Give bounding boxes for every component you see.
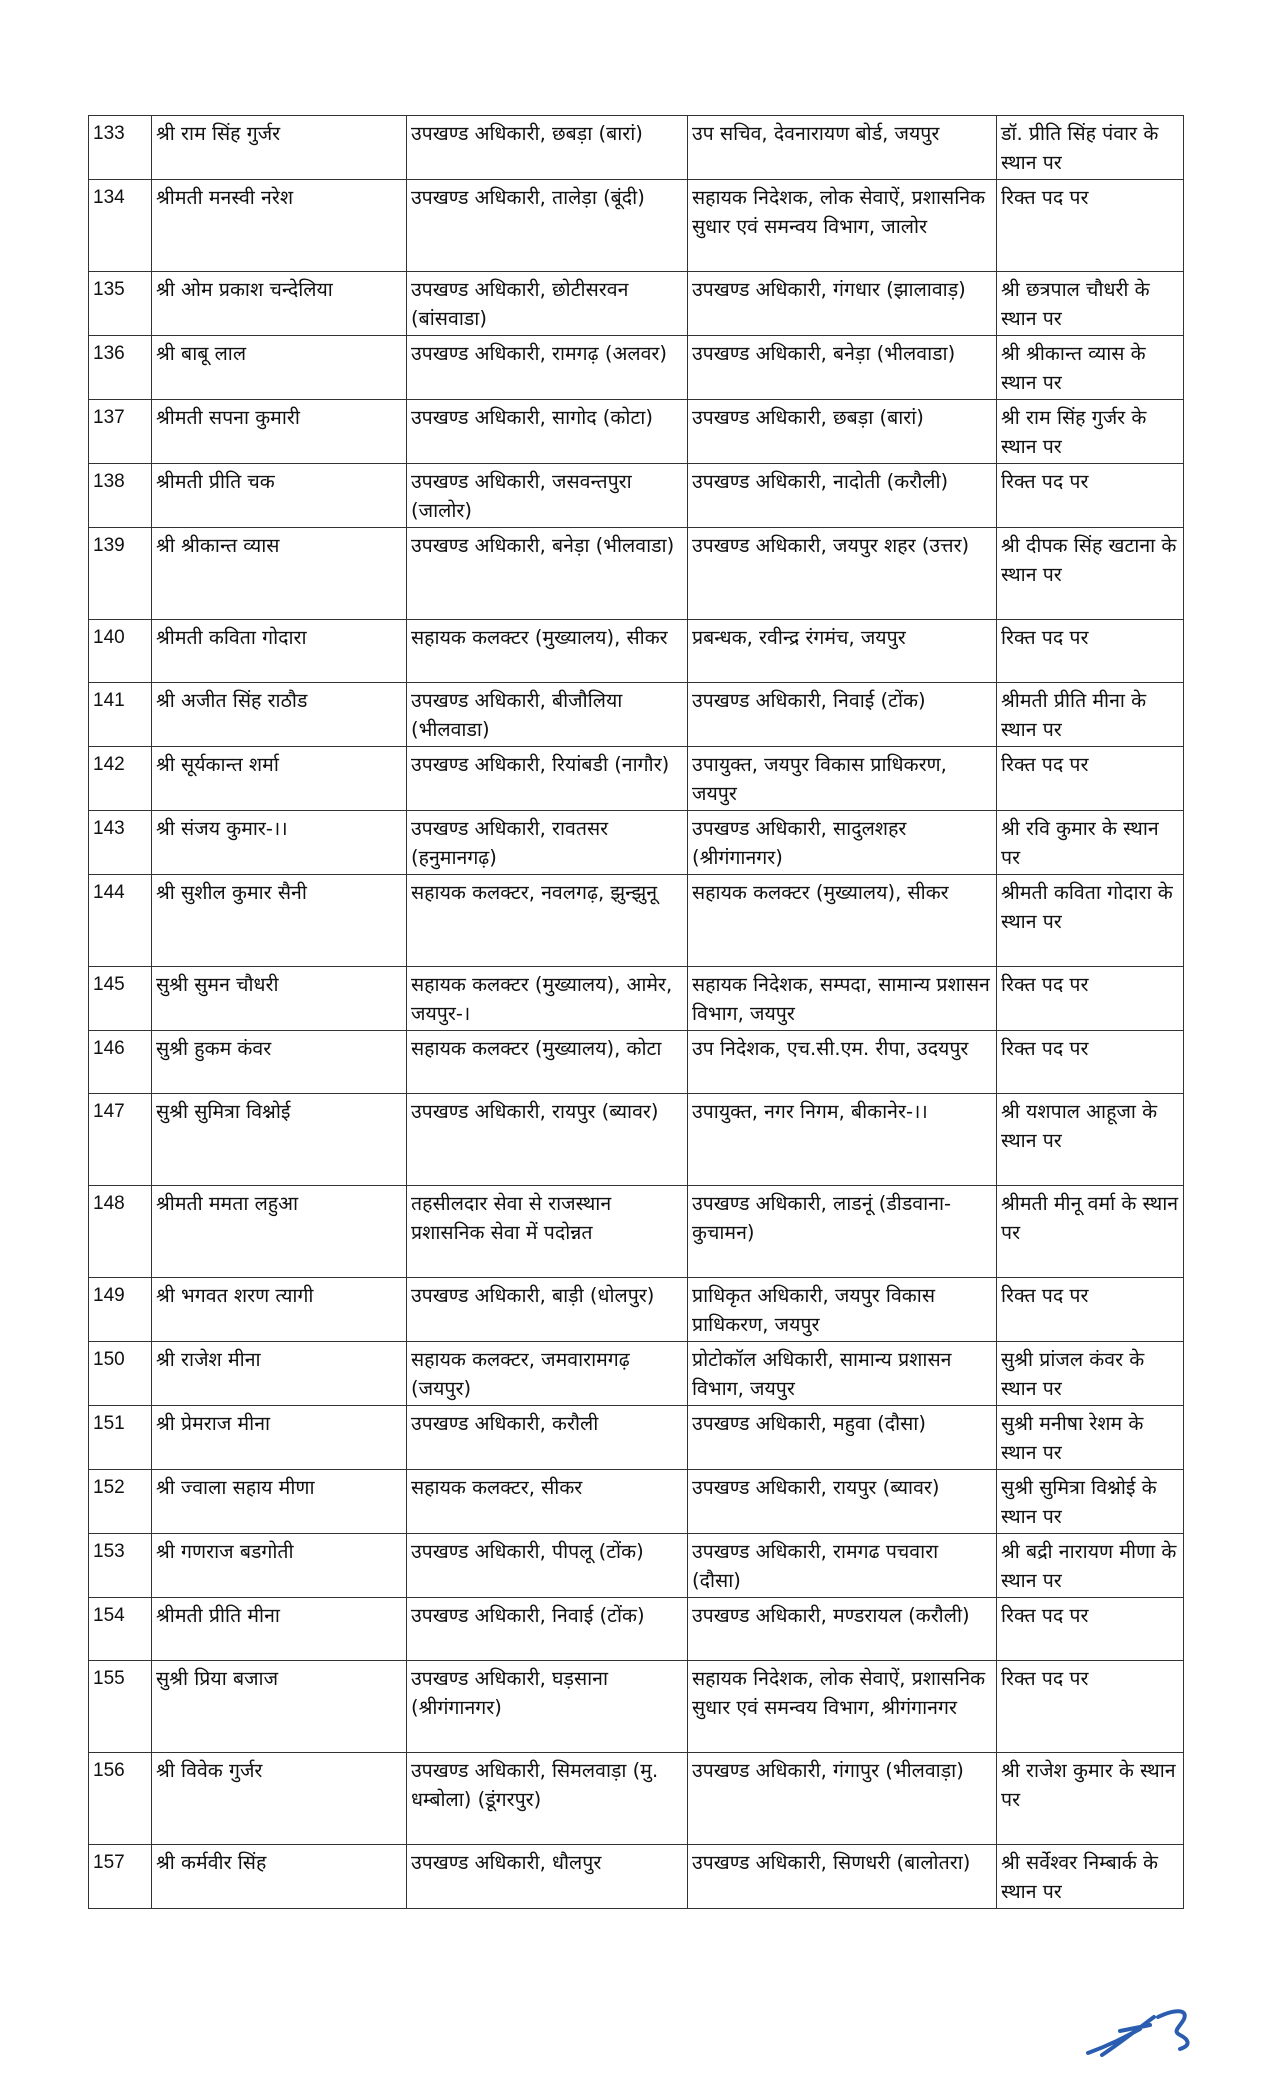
- new-post-cell: उपखण्ड अधिकारी, जयपुर शहर (उत्तर): [688, 528, 997, 620]
- serial-number-cell: 155: [89, 1661, 152, 1753]
- remark-cell: श्री यशपाल आहूजा के स्थान पर: [997, 1094, 1184, 1186]
- officer-name-cell: श्रीमती कविता गोदारा: [152, 620, 407, 683]
- serial-number-cell: 150: [89, 1342, 152, 1406]
- table-row: [89, 1278, 1184, 1342]
- serial-number-cell: 133: [89, 116, 152, 180]
- serial-number-cell: 145: [89, 967, 152, 1031]
- current-post-cell: उपखण्ड अधिकारी, बाड़ी (धोलपुर): [407, 1278, 688, 1342]
- serial-number-cell: 152: [89, 1470, 152, 1534]
- table-row: [89, 528, 1184, 620]
- serial-number-cell: 154: [89, 1598, 152, 1661]
- new-post-cell: उपखण्ड अधिकारी, छबड़ा (बारां): [688, 400, 997, 464]
- officer-name-cell: श्री बाबू लाल: [152, 336, 407, 400]
- officer-name-cell: श्री गणराज बडगोती: [152, 1534, 407, 1598]
- serial-number-cell: 138: [89, 464, 152, 528]
- serial-number-cell: 135: [89, 272, 152, 336]
- serial-number-cell: 153: [89, 1534, 152, 1598]
- new-post-cell: उपखण्ड अधिकारी, मण्डरायल (करौली): [688, 1598, 997, 1661]
- new-post-cell: उपखण्ड अधिकारी, गंगधार (झालावाड़): [688, 272, 997, 336]
- new-post-cell: उप निदेशक, एच.सी.एम. रीपा, उदयपुर: [688, 1031, 997, 1094]
- serial-number-cell: 139: [89, 528, 152, 620]
- current-post-cell: उपखण्ड अधिकारी, रियांबडी (नागौर): [407, 747, 688, 811]
- serial-number-cell: 141: [89, 683, 152, 747]
- current-post-cell: उपखण्ड अधिकारी, धौलपुर: [407, 1845, 688, 1909]
- current-post-cell: उपखण्ड अधिकारी, बीजौलिया (भीलवाडा): [407, 683, 688, 747]
- serial-number-cell: 146: [89, 1031, 152, 1094]
- transfer-order-table-container: [88, 115, 1183, 1909]
- new-post-cell: सहायक निदेशक, लोक सेवाऐं, प्रशासनिक सुधार एवं समन्वय विभाग, जालोर: [688, 180, 997, 272]
- current-post-cell: उपखण्ड अधिकारी, रायपुर (ब्यावर): [407, 1094, 688, 1186]
- officer-name-cell: सुश्री सुमित्रा विश्नोई: [152, 1094, 407, 1186]
- officer-name-cell: श्रीमती सपना कुमारी: [152, 400, 407, 464]
- officer-name-cell: सुश्री सुमन चौधरी: [152, 967, 407, 1031]
- officer-name-cell: श्री अजीत सिंह राठौड: [152, 683, 407, 747]
- officer-name-cell: श्री भगवत शरण त्यागी: [152, 1278, 407, 1342]
- remark-cell: श्री बद्री नारायण मीणा के स्थान पर: [997, 1534, 1184, 1598]
- serial-number-cell: 144: [89, 875, 152, 967]
- officer-name-cell: श्री श्रीकान्त व्यास: [152, 528, 407, 620]
- table-row: [89, 811, 1184, 875]
- new-post-cell: उपायुक्त, जयपुर विकास प्राधिकरण, जयपुर: [688, 747, 997, 811]
- serial-number-cell: 140: [89, 620, 152, 683]
- table-row: [89, 464, 1184, 528]
- officer-name-cell: सुश्री प्रिया बजाज: [152, 1661, 407, 1753]
- officer-name-cell: श्री ओम प्रकाश चन्देलिया: [152, 272, 407, 336]
- officer-name-cell: श्री राजेश मीना: [152, 1342, 407, 1406]
- remark-cell: रिक्त पद पर: [997, 967, 1184, 1031]
- current-post-cell: उपखण्ड अधिकारी, घड़साना (श्रीगंगानगर): [407, 1661, 688, 1753]
- table-row: [89, 336, 1184, 400]
- table-row: [89, 683, 1184, 747]
- new-post-cell: उपखण्ड अधिकारी, निवाई (टोंक): [688, 683, 997, 747]
- remark-cell: रिक्त पद पर: [997, 1661, 1184, 1753]
- remark-cell: श्री छत्रपाल चौधरी के स्थान पर: [997, 272, 1184, 336]
- serial-number-cell: 142: [89, 747, 152, 811]
- current-post-cell: उपखण्ड अधिकारी, बनेड़ा (भीलवाडा): [407, 528, 688, 620]
- table-row: [89, 1845, 1184, 1909]
- serial-number-cell: 148: [89, 1186, 152, 1278]
- serial-number-cell: 137: [89, 400, 152, 464]
- table-row: [89, 1598, 1184, 1661]
- new-post-cell: उपखण्ड अधिकारी, लाडनूं (डीडवाना-कुचामन): [688, 1186, 997, 1278]
- current-post-cell: सहायक कलक्टर (मुख्यालय), सीकर: [407, 620, 688, 683]
- new-post-cell: उपखण्ड अधिकारी, नादोती (करौली): [688, 464, 997, 528]
- officer-name-cell: श्रीमती मनस्वी नरेश: [152, 180, 407, 272]
- remark-cell: श्री श्रीकान्त व्यास के स्थान पर: [997, 336, 1184, 400]
- current-post-cell: उपखण्ड अधिकारी, पीपलू (टोंक): [407, 1534, 688, 1598]
- remark-cell: श्री दीपक सिंह खटाना के स्थान पर: [997, 528, 1184, 620]
- table-row: [89, 400, 1184, 464]
- new-post-cell: प्रबन्धक, रवीन्द्र रंगमंच, जयपुर: [688, 620, 997, 683]
- remark-cell: श्री रवि कुमार के स्थान पर: [997, 811, 1184, 875]
- new-post-cell: उपखण्ड अधिकारी, सादुलशहर (श्रीगंगानगर): [688, 811, 997, 875]
- officer-name-cell: श्री ज्वाला सहाय मीणा: [152, 1470, 407, 1534]
- new-post-cell: उपखण्ड अधिकारी, रामगढ पचवारा (दौसा): [688, 1534, 997, 1598]
- current-post-cell: उपखण्ड अधिकारी, निवाई (टोंक): [407, 1598, 688, 1661]
- new-post-cell: उपखण्ड अधिकारी, सिणधरी (बालोतरा): [688, 1845, 997, 1909]
- officer-name-cell: श्री सूर्यकान्त शर्मा: [152, 747, 407, 811]
- serial-number-cell: 151: [89, 1406, 152, 1470]
- officer-name-cell: श्रीमती प्रीति मीना: [152, 1598, 407, 1661]
- table-row: [89, 620, 1184, 683]
- remark-cell: रिक्त पद पर: [997, 1278, 1184, 1342]
- table-row: [89, 1031, 1184, 1094]
- officer-name-cell: श्री प्रेमराज मीना: [152, 1406, 407, 1470]
- remark-cell: रिक्त पद पर: [997, 747, 1184, 811]
- current-post-cell: सहायक कलक्टर, जमवारामगढ़ (जयपुर): [407, 1342, 688, 1406]
- remark-cell: श्री राम सिंह गुर्जर के स्थान पर: [997, 400, 1184, 464]
- officer-name-cell: सुश्री हुकम कंवर: [152, 1031, 407, 1094]
- signature-mark: [1080, 1995, 1210, 2065]
- current-post-cell: सहायक कलक्टर, सीकर: [407, 1470, 688, 1534]
- current-post-cell: सहायक कलक्टर, नवलगढ़, झुन्झुनू: [407, 875, 688, 967]
- remark-cell: श्रीमती कविता गोदारा के स्थान पर: [997, 875, 1184, 967]
- table-row: [89, 1534, 1184, 1598]
- new-post-cell: प्राधिकृत अधिकारी, जयपुर विकास प्राधिकरण, जयपुर: [688, 1278, 997, 1342]
- remark-cell: रिक्त पद पर: [997, 1031, 1184, 1094]
- table-row: [89, 1186, 1184, 1278]
- new-post-cell: सहायक निदेशक, सम्पदा, सामान्य प्रशासन विभाग, जयपुर: [688, 967, 997, 1031]
- table-row: [89, 116, 1184, 180]
- new-post-cell: उपखण्ड अधिकारी, महुवा (दौसा): [688, 1406, 997, 1470]
- table-row: [89, 875, 1184, 967]
- new-post-cell: उपायुक्त, नगर निगम, बीकानेर-।।: [688, 1094, 997, 1186]
- table-row: [89, 1406, 1184, 1470]
- current-post-cell: उपखण्ड अधिकारी, रावतसर (हनुमानगढ़): [407, 811, 688, 875]
- remark-cell: रिक्त पद पर: [997, 180, 1184, 272]
- serial-number-cell: 149: [89, 1278, 152, 1342]
- remark-cell: सुश्री सुमित्रा विश्नोई के स्थान पर: [997, 1470, 1184, 1534]
- table-row: [89, 967, 1184, 1031]
- new-post-cell: सहायक निदेशक, लोक सेवाऐं, प्रशासनिक सुधार एवं समन्वय विभाग, श्रीगंगानगर: [688, 1661, 997, 1753]
- remark-cell: रिक्त पद पर: [997, 464, 1184, 528]
- current-post-cell: उपखण्ड अधिकारी, जसवन्तपुरा (जालोर): [407, 464, 688, 528]
- current-post-cell: उपखण्ड अधिकारी, सागोद (कोटा): [407, 400, 688, 464]
- table-body: [89, 116, 1184, 1909]
- current-post-cell: उपखण्ड अधिकारी, करौली: [407, 1406, 688, 1470]
- current-post-cell: उपखण्ड अधिकारी, छोटीसरवन (बांसवाडा): [407, 272, 688, 336]
- table-row: [89, 272, 1184, 336]
- officer-name-cell: श्री राम सिंह गुर्जर: [152, 116, 407, 180]
- table-row: [89, 1661, 1184, 1753]
- current-post-cell: उपखण्ड अधिकारी, रामगढ़ (अलवर): [407, 336, 688, 400]
- current-post-cell: सहायक कलक्टर (मुख्यालय), आमेर, जयपुर-।: [407, 967, 688, 1031]
- table-row: [89, 180, 1184, 272]
- serial-number-cell: 136: [89, 336, 152, 400]
- remark-cell: रिक्त पद पर: [997, 1598, 1184, 1661]
- current-post-cell: उपखण्ड अधिकारी, तालेड़ा (बूंदी): [407, 180, 688, 272]
- current-post-cell: उपखण्ड अधिकारी, छबड़ा (बारां): [407, 116, 688, 180]
- remark-cell: श्री सर्वेश्वर निम्बार्क के स्थान पर: [997, 1845, 1184, 1909]
- table-row: [89, 1342, 1184, 1406]
- table-row: [89, 1753, 1184, 1845]
- remark-cell: सुश्री प्रांजल कंवर के स्थान पर: [997, 1342, 1184, 1406]
- serial-number-cell: 156: [89, 1753, 152, 1845]
- table-row: [89, 747, 1184, 811]
- remark-cell: श्रीमती प्रीति मीना के स्थान पर: [997, 683, 1184, 747]
- current-post-cell: उपखण्ड अधिकारी, सिमलवाड़ा (मु. धम्बोला) (डूंगरपुर): [407, 1753, 688, 1845]
- new-post-cell: उपखण्ड अधिकारी, गंगापुर (भीलवाड़ा): [688, 1753, 997, 1845]
- serial-number-cell: 147: [89, 1094, 152, 1186]
- new-post-cell: सहायक कलक्टर (मुख्यालय), सीकर: [688, 875, 997, 967]
- new-post-cell: उपखण्ड अधिकारी, बनेड़ा (भीलवाडा): [688, 336, 997, 400]
- officer-name-cell: श्री विवेक गुर्जर: [152, 1753, 407, 1845]
- remark-cell: सुश्री मनीषा रेशम के स्थान पर: [997, 1406, 1184, 1470]
- current-post-cell: सहायक कलक्टर (मुख्यालय), कोटा: [407, 1031, 688, 1094]
- officer-name-cell: श्री संजय कुमार-।।: [152, 811, 407, 875]
- table-row: [89, 1094, 1184, 1186]
- officer-name-cell: श्रीमती प्रीति चक: [152, 464, 407, 528]
- new-post-cell: उपखण्ड अधिकारी, रायपुर (ब्यावर): [688, 1470, 997, 1534]
- serial-number-cell: 143: [89, 811, 152, 875]
- remark-cell: रिक्त पद पर: [997, 620, 1184, 683]
- table-row: [89, 1470, 1184, 1534]
- remark-cell: श्री राजेश कुमार के स्थान पर: [997, 1753, 1184, 1845]
- officer-name-cell: श्रीमती ममता लहुआ: [152, 1186, 407, 1278]
- transfer-order-table: [88, 115, 1184, 1909]
- current-post-cell: तहसीलदार सेवा से राजस्थान प्रशासनिक सेवा में पदोन्नत: [407, 1186, 688, 1278]
- new-post-cell: उप सचिव, देवनारायण बोर्ड, जयपुर: [688, 116, 997, 180]
- new-post-cell: प्रोटोकॉल अधिकारी, सामान्य प्रशासन विभाग, जयपुर: [688, 1342, 997, 1406]
- serial-number-cell: 134: [89, 180, 152, 272]
- serial-number-cell: 157: [89, 1845, 152, 1909]
- officer-name-cell: श्री कर्मवीर सिंह: [152, 1845, 407, 1909]
- remark-cell: श्रीमती मीनू वर्मा के स्थान पर: [997, 1186, 1184, 1278]
- officer-name-cell: श्री सुशील कुमार सैनी: [152, 875, 407, 967]
- remark-cell: डॉ. प्रीति सिंह पंवार के स्थान पर: [997, 116, 1184, 180]
